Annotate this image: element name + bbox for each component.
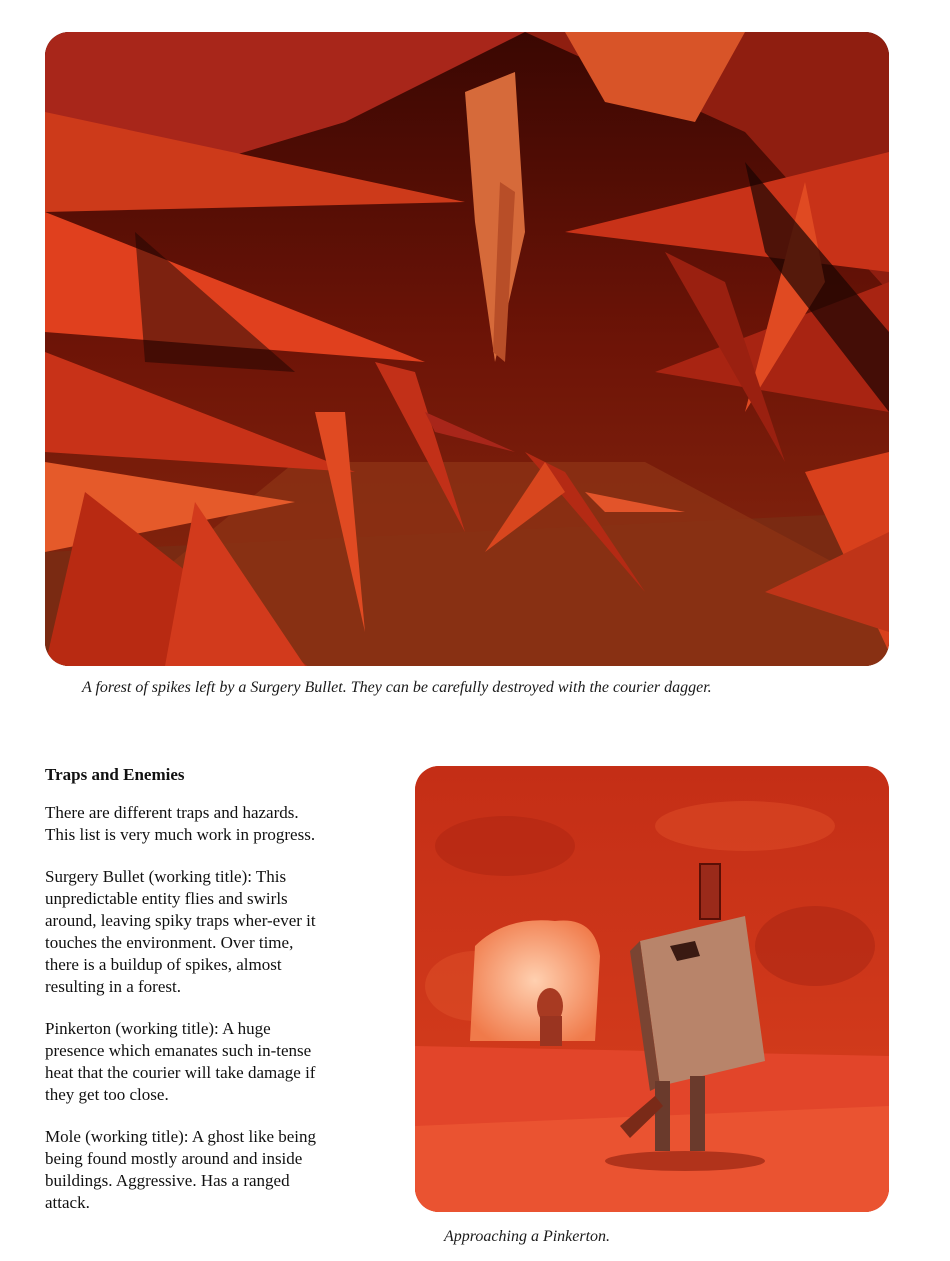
spike-forest-illustration: [45, 32, 889, 666]
section-heading: Traps and Enemies: [45, 765, 185, 784]
intro-paragraph: There are different traps and hazards. This list is very much work in progress.: [45, 803, 316, 844]
pinkerton-image: [415, 766, 889, 1212]
traps-section: [45, 764, 330, 1234]
spike-forest-image: [45, 32, 889, 666]
pinkerton-paragraph: Pinkerton (working title): A huge presence which emanates such in-tense heat that the courier will take damage if they get too close.: [45, 1019, 316, 1104]
mole-paragraph: Mole (working title): A ghost like being being found mostly around and inside buildings. Aggressive. Has a ranged attack.: [45, 1127, 317, 1212]
surgery-bullet-paragraph: Surgery Bullet (working title): This unpredictable entity flies and swirls around, leaving spiky traps wher-ever it touches the environment. Over time, there is a buildup of spikes, almost resulting in a forest.: [45, 867, 316, 996]
pinkerton-illustration: [415, 766, 889, 1212]
spike-forest-caption: A forest of spikes left by a Surgery Bullet. They can be carefully destroyed with the courier dagger.: [82, 679, 712, 696]
pinkerton-caption: Approaching a Pinkerton.: [444, 1228, 611, 1245]
